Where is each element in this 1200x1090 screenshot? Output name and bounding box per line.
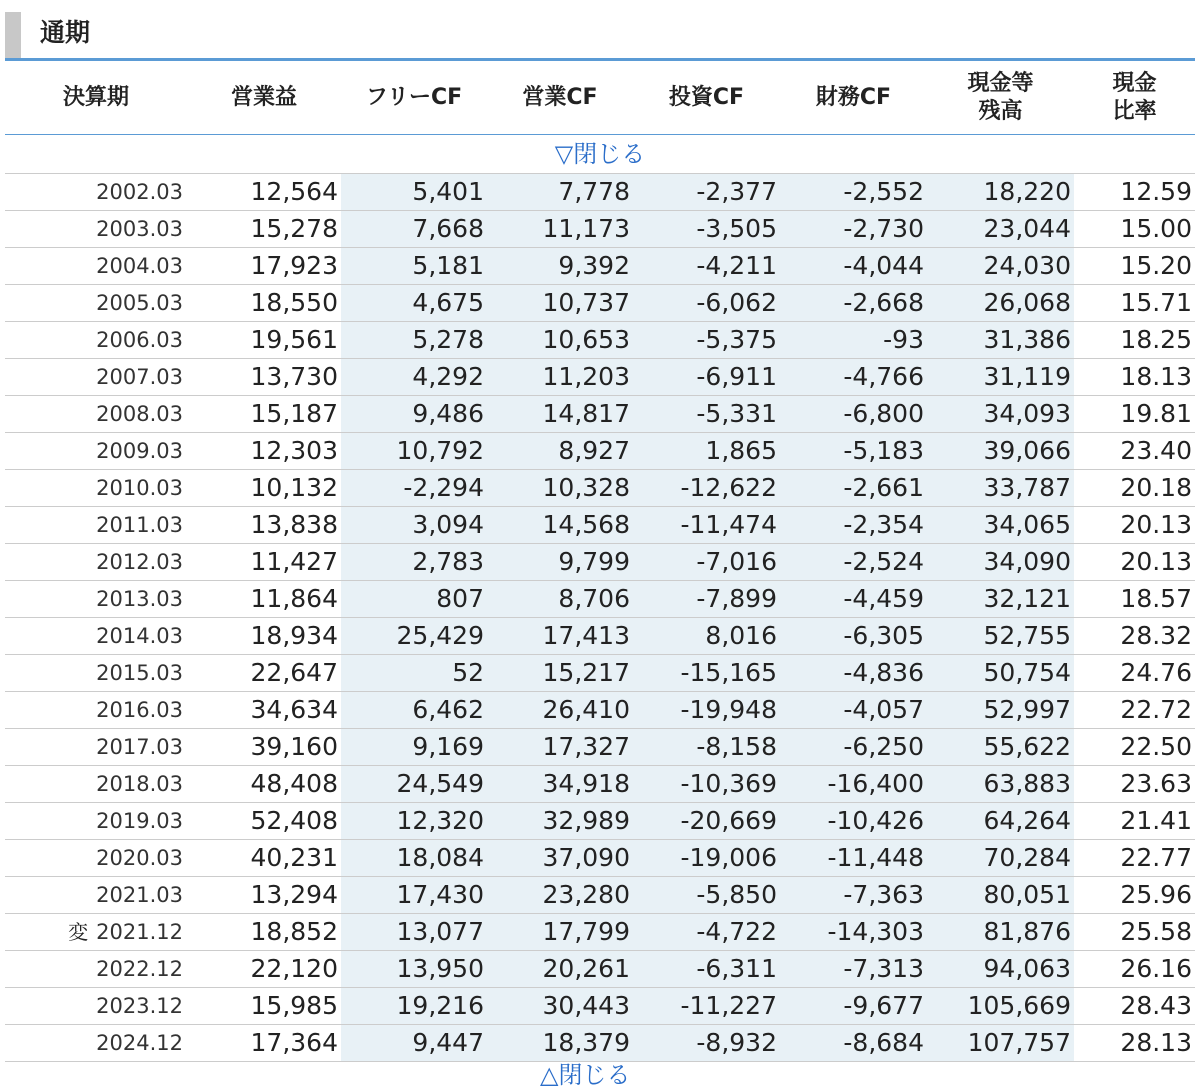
investing-cf-cell: -7,899 <box>633 581 780 618</box>
period-label: 2013.03 <box>96 587 183 611</box>
free-cf-cell: 807 <box>341 581 487 618</box>
free-cf-cell: 4,675 <box>341 285 487 322</box>
period-label: 2011.03 <box>96 513 183 537</box>
period-cell <box>5 544 187 581</box>
cash-ratio-cell: 23.40 <box>1074 433 1195 470</box>
operating-cf-cell: 10,653 <box>487 322 633 359</box>
free-cf-cell: 2,783 <box>341 544 487 581</box>
operating-income-cell: 19,561 <box>187 322 341 359</box>
investing-cf-cell: 8,016 <box>633 618 780 655</box>
free-cf-cell: 24,549 <box>341 766 487 803</box>
investing-cf-cell: -15,165 <box>633 655 780 692</box>
financing-cf-cell: -6,250 <box>780 729 927 766</box>
cash-ratio-cell: 15.20 <box>1074 248 1195 285</box>
period-cell <box>5 988 187 1025</box>
operating-income-cell: 39,160 <box>187 729 341 766</box>
table-row <box>5 322 1195 359</box>
cash-ratio-cell: 18.25 <box>1074 322 1195 359</box>
period-cell <box>5 692 187 729</box>
operating-income-cell: 17,923 <box>187 248 341 285</box>
cash-ratio-cell: 25.96 <box>1074 877 1195 914</box>
table-header <box>5 61 1195 135</box>
operating-cf-cell: 26,410 <box>487 692 633 729</box>
section-title: 通期 <box>40 18 91 47</box>
investing-cf-cell: -4,211 <box>633 248 780 285</box>
financing-cf-cell: -4,836 <box>780 655 927 692</box>
financing-cf-cell: -2,668 <box>780 285 927 322</box>
period-cell <box>5 951 187 988</box>
investing-cf-cell: -19,006 <box>633 840 780 877</box>
operating-income-cell: 34,634 <box>187 692 341 729</box>
period-cell <box>5 359 187 396</box>
cash-ratio-cell: 19.81 <box>1074 396 1195 433</box>
operating-income-cell: 17,364 <box>187 1025 341 1062</box>
operating-cf-cell: 8,927 <box>487 433 633 470</box>
cash-ratio-cell: 21.41 <box>1074 803 1195 840</box>
period-label: 2016.03 <box>96 698 183 722</box>
cash-ratio-cell: 28.43 <box>1074 988 1195 1025</box>
table-row <box>5 729 1195 766</box>
operating-income-cell: 13,294 <box>187 877 341 914</box>
cash-balance-cell: 105,669 <box>927 988 1074 1025</box>
cash-balance-cell: 34,065 <box>927 507 1074 544</box>
table-row <box>5 914 1195 951</box>
table-row <box>5 692 1195 729</box>
period-cell <box>5 470 187 507</box>
free-cf-cell: 5,181 <box>341 248 487 285</box>
investing-cf-cell: -7,016 <box>633 544 780 581</box>
table-row <box>5 1025 1195 1062</box>
investing-cf-cell: -4,722 <box>633 914 780 951</box>
period-label: 2005.03 <box>96 291 183 315</box>
period-cell <box>5 840 187 877</box>
cash-ratio-cell: 24.76 <box>1074 655 1195 692</box>
period-cell <box>5 211 187 248</box>
cash-balance-cell: 64,264 <box>927 803 1074 840</box>
investing-cf-cell: -2,377 <box>633 174 780 211</box>
period-cell <box>5 655 187 692</box>
table-row <box>5 618 1195 655</box>
free-cf-cell: 9,447 <box>341 1025 487 1062</box>
financing-cf-cell: -2,661 <box>780 470 927 507</box>
operating-income-cell: 18,550 <box>187 285 341 322</box>
period-label: 2019.03 <box>96 809 183 833</box>
toggle-cell <box>5 135 1195 174</box>
cash-balance-cell: 52,997 <box>927 692 1074 729</box>
period-label: 2024.12 <box>96 1031 183 1055</box>
free-cf-cell: 9,169 <box>341 729 487 766</box>
investing-cf-cell: -3,505 <box>633 211 780 248</box>
operating-cf-cell: 11,203 <box>487 359 633 396</box>
period-cell <box>5 174 187 211</box>
column-header: 営業CF <box>487 61 633 135</box>
financing-cf-cell: -4,459 <box>780 581 927 618</box>
investing-cf-cell: -12,622 <box>633 470 780 507</box>
cash-balance-cell: 34,093 <box>927 396 1074 433</box>
period-cell <box>5 877 187 914</box>
investing-cf-cell: -6,311 <box>633 951 780 988</box>
table-row <box>5 285 1195 322</box>
cash-ratio-cell: 12.59 <box>1074 174 1195 211</box>
cash-balance-cell: 50,754 <box>927 655 1074 692</box>
investing-cf-cell: -10,369 <box>633 766 780 803</box>
bottom-collapse-toggle-link[interactable]: △閉じる <box>540 1061 631 1089</box>
operating-cf-cell: 32,989 <box>487 803 633 840</box>
cash-ratio-cell: 15.00 <box>1074 211 1195 248</box>
cash-ratio-cell: 20.18 <box>1074 470 1195 507</box>
operating-cf-cell: 7,778 <box>487 174 633 211</box>
table-row <box>5 174 1195 211</box>
free-cf-cell: 25,429 <box>341 618 487 655</box>
free-cf-cell: 7,668 <box>341 211 487 248</box>
table-row <box>5 396 1195 433</box>
table-row <box>5 951 1195 988</box>
column-header: 現金 比率 <box>1074 61 1195 135</box>
table-row <box>5 359 1195 396</box>
toggle-row <box>5 135 1195 174</box>
cash-balance-cell: 33,787 <box>927 470 1074 507</box>
operating-cf-cell: 17,413 <box>487 618 633 655</box>
cash-ratio-cell: 22.50 <box>1074 729 1195 766</box>
collapse-toggle-link[interactable]: ▽閉じる <box>554 140 646 168</box>
period-label: 2021.12 <box>96 920 183 944</box>
financing-cf-cell: -14,303 <box>780 914 927 951</box>
investing-cf-cell: -19,948 <box>633 692 780 729</box>
operating-cf-cell: 17,327 <box>487 729 633 766</box>
operating-income-cell: 10,132 <box>187 470 341 507</box>
operating-income-cell: 15,985 <box>187 988 341 1025</box>
cash-balance-cell: 55,622 <box>927 729 1074 766</box>
investing-cf-cell: -5,850 <box>633 877 780 914</box>
period-label: 2010.03 <box>96 476 183 500</box>
cash-ratio-cell: 28.13 <box>1074 1025 1195 1062</box>
cash-balance-cell: 39,066 <box>927 433 1074 470</box>
financing-cf-cell: -5,183 <box>780 433 927 470</box>
investing-cf-cell: -8,158 <box>633 729 780 766</box>
financing-cf-cell: -2,730 <box>780 211 927 248</box>
period-cell <box>5 581 187 618</box>
free-cf-cell: 17,430 <box>341 877 487 914</box>
cash-balance-cell: 94,063 <box>927 951 1074 988</box>
period-cell <box>5 1025 187 1062</box>
period-label: 2006.03 <box>96 328 183 352</box>
free-cf-cell: 19,216 <box>341 988 487 1025</box>
operating-income-cell: 11,864 <box>187 581 341 618</box>
operating-income-cell: 52,408 <box>187 803 341 840</box>
period-cell <box>5 396 187 433</box>
period-cell <box>5 285 187 322</box>
cash-ratio-cell: 20.13 <box>1074 544 1195 581</box>
investing-cf-cell: -20,669 <box>633 803 780 840</box>
operating-income-cell: 18,934 <box>187 618 341 655</box>
financing-cf-cell: -8,684 <box>780 1025 927 1062</box>
column-header: 財務CF <box>780 61 927 135</box>
section-marker <box>5 12 21 58</box>
cash-balance-cell: 81,876 <box>927 914 1074 951</box>
period-cell <box>5 729 187 766</box>
cash-balance-cell: 80,051 <box>927 877 1074 914</box>
investing-cf-cell: -5,331 <box>633 396 780 433</box>
investing-cf-cell: 1,865 <box>633 433 780 470</box>
period-cell <box>5 322 187 359</box>
operating-cf-cell: 23,280 <box>487 877 633 914</box>
investing-cf-cell: -11,474 <box>633 507 780 544</box>
table-row <box>5 581 1195 618</box>
free-cf-cell: 18,084 <box>341 840 487 877</box>
free-cf-cell: 52 <box>341 655 487 692</box>
table-row <box>5 803 1195 840</box>
period-label: 2009.03 <box>96 439 183 463</box>
table-row <box>5 507 1195 544</box>
cash-ratio-cell: 23.63 <box>1074 766 1195 803</box>
table-body <box>5 135 1195 1062</box>
table-row <box>5 655 1195 692</box>
cash-ratio-cell: 26.16 <box>1074 951 1195 988</box>
cash-ratio-cell: 18.57 <box>1074 581 1195 618</box>
operating-income-cell: 18,852 <box>187 914 341 951</box>
investing-cf-cell: -6,911 <box>633 359 780 396</box>
operating-cf-cell: 9,799 <box>487 544 633 581</box>
column-header: 投資CF <box>633 61 780 135</box>
table-row <box>5 470 1195 507</box>
period-label: 2003.03 <box>96 217 183 241</box>
period-label: 2017.03 <box>96 735 183 759</box>
financing-cf-cell: -2,552 <box>780 174 927 211</box>
period-cell <box>5 618 187 655</box>
free-cf-cell: 9,486 <box>341 396 487 433</box>
cash-balance-cell: 23,044 <box>927 211 1074 248</box>
period-cell <box>5 433 187 470</box>
cashflow-table-container <box>5 61 1195 1062</box>
table-row <box>5 988 1195 1025</box>
financing-cf-cell: -7,313 <box>780 951 927 988</box>
column-header: 現金等 残高 <box>927 61 1074 135</box>
operating-cf-cell: 10,328 <box>487 470 633 507</box>
cash-ratio-cell: 20.13 <box>1074 507 1195 544</box>
table-row <box>5 433 1195 470</box>
column-header: フリーCF <box>341 61 487 135</box>
operating-cf-cell: 30,443 <box>487 988 633 1025</box>
operating-cf-cell: 10,737 <box>487 285 633 322</box>
table-row <box>5 840 1195 877</box>
period-label: 2022.12 <box>96 957 183 981</box>
financing-cf-cell: -6,800 <box>780 396 927 433</box>
cash-balance-cell: 31,386 <box>927 322 1074 359</box>
operating-income-cell: 40,231 <box>187 840 341 877</box>
period-cell <box>5 507 187 544</box>
investing-cf-cell: -5,375 <box>633 322 780 359</box>
free-cf-cell: 5,401 <box>341 174 487 211</box>
cash-balance-cell: 31,119 <box>927 359 1074 396</box>
period-label: 2015.03 <box>96 661 183 685</box>
operating-cf-cell: 14,568 <box>487 507 633 544</box>
period-cell <box>5 803 187 840</box>
free-cf-cell: 10,792 <box>341 433 487 470</box>
period-cell <box>5 914 187 951</box>
financing-cf-cell: -6,305 <box>780 618 927 655</box>
financing-cf-cell: -7,363 <box>780 877 927 914</box>
table-row <box>5 211 1195 248</box>
operating-income-cell: 22,120 <box>187 951 341 988</box>
table-row <box>5 544 1195 581</box>
period-label: 2023.12 <box>96 994 183 1018</box>
operating-income-cell: 22,647 <box>187 655 341 692</box>
cash-balance-cell: 70,284 <box>927 840 1074 877</box>
operating-cf-cell: 37,090 <box>487 840 633 877</box>
free-cf-cell: 3,094 <box>341 507 487 544</box>
operating-cf-cell: 18,379 <box>487 1025 633 1062</box>
cash-ratio-cell: 18.13 <box>1074 359 1195 396</box>
period-change-mark: 変 <box>68 920 89 944</box>
free-cf-cell: 6,462 <box>341 692 487 729</box>
column-header: 決算期 <box>5 61 187 135</box>
financing-cf-cell: -4,044 <box>780 248 927 285</box>
section-header <box>0 0 1200 60</box>
operating-cf-cell: 11,173 <box>487 211 633 248</box>
header-row <box>5 61 1195 135</box>
operating-income-cell: 12,303 <box>187 433 341 470</box>
financing-cf-cell: -11,448 <box>780 840 927 877</box>
operating-cf-cell: 34,918 <box>487 766 633 803</box>
table-row <box>5 877 1195 914</box>
free-cf-cell: 4,292 <box>341 359 487 396</box>
financing-cf-cell: -10,426 <box>780 803 927 840</box>
cash-ratio-cell: 15.71 <box>1074 285 1195 322</box>
cash-balance-cell: 52,755 <box>927 618 1074 655</box>
operating-income-cell: 15,278 <box>187 211 341 248</box>
operating-cf-cell: 8,706 <box>487 581 633 618</box>
operating-cf-cell: 20,261 <box>487 951 633 988</box>
cash-balance-cell: 32,121 <box>927 581 1074 618</box>
cash-balance-cell: 18,220 <box>927 174 1074 211</box>
period-label: 2021.03 <box>96 883 183 907</box>
operating-income-cell: 11,427 <box>187 544 341 581</box>
free-cf-cell: 5,278 <box>341 322 487 359</box>
cash-balance-cell: 63,883 <box>927 766 1074 803</box>
operating-income-cell: 12,564 <box>187 174 341 211</box>
financing-cf-cell: -4,766 <box>780 359 927 396</box>
operating-income-cell: 13,730 <box>187 359 341 396</box>
cash-balance-cell: 34,090 <box>927 544 1074 581</box>
period-label: 2014.03 <box>96 624 183 648</box>
cash-ratio-cell: 25.58 <box>1074 914 1195 951</box>
operating-cf-cell: 15,217 <box>487 655 633 692</box>
operating-income-cell: 13,838 <box>187 507 341 544</box>
investing-cf-cell: -6,062 <box>633 285 780 322</box>
period-label: 2018.03 <box>96 772 183 796</box>
cashflow-table <box>5 61 1195 1062</box>
table-row <box>5 248 1195 285</box>
free-cf-cell: 13,950 <box>341 951 487 988</box>
free-cf-cell: -2,294 <box>341 470 487 507</box>
cash-balance-cell: 107,757 <box>927 1025 1074 1062</box>
period-cell <box>5 248 187 285</box>
cash-balance-cell: 26,068 <box>927 285 1074 322</box>
period-label: 2007.03 <box>96 365 183 389</box>
financing-cf-cell: -2,354 <box>780 507 927 544</box>
investing-cf-cell: -8,932 <box>633 1025 780 1062</box>
financing-cf-cell: -9,677 <box>780 988 927 1025</box>
financing-cf-cell: -4,057 <box>780 692 927 729</box>
investing-cf-cell: -11,227 <box>633 988 780 1025</box>
period-cell <box>5 766 187 803</box>
operating-income-cell: 48,408 <box>187 766 341 803</box>
period-label: 2002.03 <box>96 180 183 204</box>
financing-cf-cell: -2,524 <box>780 544 927 581</box>
period-label: 2004.03 <box>96 254 183 278</box>
operating-cf-cell: 14,817 <box>487 396 633 433</box>
table-row <box>5 766 1195 803</box>
free-cf-cell: 12,320 <box>341 803 487 840</box>
period-label: 2020.03 <box>96 846 183 870</box>
operating-income-cell: 15,187 <box>187 396 341 433</box>
financing-cf-cell: -16,400 <box>780 766 927 803</box>
operating-cf-cell: 9,392 <box>487 248 633 285</box>
column-header: 営業益 <box>187 61 341 135</box>
cash-ratio-cell: 28.32 <box>1074 618 1195 655</box>
operating-cf-cell: 17,799 <box>487 914 633 951</box>
financing-cf-cell: -93 <box>780 322 927 359</box>
period-label: 2012.03 <box>96 550 183 574</box>
cash-ratio-cell: 22.77 <box>1074 840 1195 877</box>
cash-balance-cell: 24,030 <box>927 248 1074 285</box>
free-cf-cell: 13,077 <box>341 914 487 951</box>
period-label: 2008.03 <box>96 402 183 426</box>
cash-ratio-cell: 22.72 <box>1074 692 1195 729</box>
